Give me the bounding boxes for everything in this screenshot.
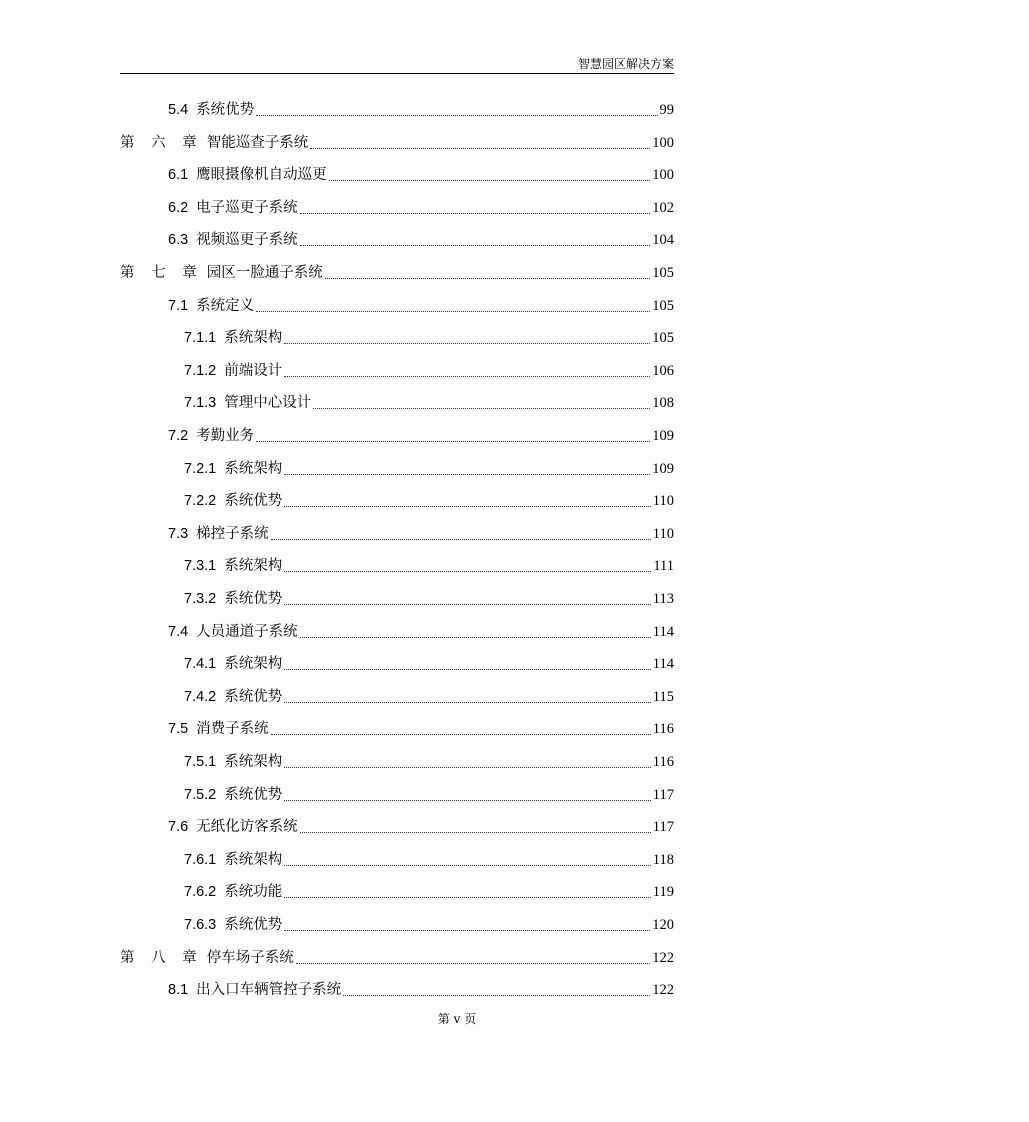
toc-entry-number: 6.3 (168, 232, 189, 249)
toc-section-entry[interactable] (168, 976, 674, 1000)
toc-section-entry[interactable] (168, 715, 674, 739)
toc-entry-page: 119 (652, 884, 674, 901)
toc-entry-title: 系统优势 (224, 493, 283, 510)
toc-entry-page: 100 (652, 167, 674, 184)
toc-section-entry[interactable] (168, 292, 674, 316)
toc-entry-title: 系统架构 (224, 558, 283, 575)
toc-entry-title: 系统架构 (224, 851, 283, 868)
toc-entry-page: 109 (652, 428, 674, 444)
toc-entry-number: 7.6 (168, 819, 189, 836)
toc-dot-leader (284, 376, 650, 377)
toc-entry-title: 人员通道子系统 (196, 623, 298, 640)
toc-entry-page: 122 (652, 982, 674, 999)
toc-entry-title: 园区一脸通子系统 (206, 265, 323, 281)
toc-entry-title: 考勤业务 (196, 428, 255, 444)
toc-section-entry[interactable] (184, 357, 674, 381)
toc-entry-number: 8.1 (168, 982, 189, 999)
toc-entry-number: 7.1 (168, 297, 189, 314)
toc-entry-title: 鹰眼摄像机自动巡更 (196, 167, 327, 184)
toc-dot-leader (329, 180, 651, 181)
toc-entry-page: 113 (652, 591, 674, 607)
toc-dot-leader (256, 441, 650, 442)
toc-section-entry[interactable] (168, 813, 674, 837)
toc-entry-page: 118 (652, 851, 674, 868)
toc-section-entry[interactable] (184, 911, 674, 935)
toc-section-entry[interactable] (184, 650, 674, 674)
toc-entry-page: 116 (652, 721, 674, 738)
toc-section-entry[interactable] (184, 585, 674, 609)
page-footer (0, 1010, 914, 1027)
toc-entry-number: 6.1 (168, 167, 189, 184)
toc-entry-title: 停车场子系统 (206, 949, 294, 966)
toc-section-entry[interactable] (184, 846, 674, 870)
toc-entry-number: 7.2.2 (184, 493, 217, 510)
toc-entry-number: 7.4.2 (184, 688, 217, 705)
toc-entry-number: 第 六 章 (120, 134, 203, 151)
toc-entry-number: 7.5.1 (184, 754, 217, 770)
toc-entry-page: 122 (652, 949, 674, 966)
toc-entry-number: 7.4 (168, 623, 189, 640)
toc-entry-title: 系统优势 (224, 786, 283, 803)
toc-entry-number: 5.4 (168, 102, 189, 118)
toc-dot-leader (284, 930, 650, 931)
toc-entry-number: 7.5.2 (184, 786, 217, 803)
toc-dot-leader (284, 767, 651, 768)
toc-section-entry[interactable] (184, 389, 674, 413)
toc-dot-leader (300, 832, 651, 833)
toc-dot-leader (284, 604, 651, 605)
toc-chapter-entry[interactable] (120, 129, 674, 153)
toc-entry-page: 115 (652, 688, 674, 705)
toc-section-entry[interactable] (184, 552, 674, 576)
toc-section-entry[interactable] (184, 324, 674, 348)
toc-chapter-entry[interactable] (120, 944, 674, 968)
toc-entry-page: 117 (652, 786, 674, 803)
toc-dot-leader (313, 408, 650, 409)
toc-entry-title: 管理中心设计 (224, 395, 312, 412)
toc-entry-number: 7.1.1 (184, 330, 217, 347)
header-title: 智慧园区解决方案 (577, 57, 674, 71)
toc-dot-leader (256, 311, 650, 312)
toc-entry-title: 系统定义 (196, 297, 255, 314)
toc-entry-page: 105 (652, 265, 674, 281)
toc-entry-number: 7.1.2 (184, 362, 217, 379)
page-header (120, 54, 674, 74)
toc-entry-page: 99 (659, 102, 674, 118)
toc-entry-title: 系统功能 (224, 884, 283, 901)
toc-entry-page: 117 (652, 819, 674, 836)
toc-entry-number: 7.3.2 (184, 591, 217, 607)
toc-entry-title: 系统架构 (224, 330, 283, 347)
toc-dot-leader (300, 213, 651, 214)
toc-dot-leader (284, 702, 651, 703)
toc-entry-title: 系统架构 (224, 460, 283, 477)
toc-dot-leader (284, 800, 651, 801)
toc-section-entry[interactable] (184, 748, 674, 772)
toc-dot-leader (271, 539, 651, 540)
toc-entry-page: 105 (652, 330, 674, 347)
toc-entry-title: 系统优势 (224, 688, 283, 705)
toc-entry-number: 第 七 章 (120, 265, 203, 281)
toc-section-entry[interactable] (184, 455, 674, 479)
toc-entry-number: 7.3 (168, 525, 189, 542)
toc-dot-leader (300, 637, 651, 638)
toc-entry-page: 100 (652, 134, 674, 151)
toc-entry-page: 105 (652, 297, 674, 314)
toc-dot-leader (343, 995, 650, 996)
toc-section-entry[interactable] (168, 520, 674, 544)
toc-section-entry[interactable] (168, 226, 674, 250)
toc-section-entry[interactable] (168, 161, 674, 185)
toc-section-entry[interactable] (168, 422, 674, 446)
toc-dot-leader (284, 571, 651, 572)
toc-dot-leader (300, 245, 651, 246)
toc-section-entry[interactable] (168, 194, 674, 218)
toc-entry-title: 系统优势 (224, 591, 283, 607)
toc-entry-title: 电子巡更子系统 (196, 199, 298, 216)
toc-entry-title: 视频巡更子系统 (196, 232, 298, 249)
toc-entry-title: 系统架构 (224, 754, 283, 770)
toc-chapter-entry[interactable] (120, 259, 674, 283)
toc-section-entry[interactable] (168, 96, 674, 120)
toc-entry-page: 102 (652, 199, 674, 216)
toc-entry-number: 6.2 (168, 199, 189, 216)
toc-section-entry[interactable] (184, 487, 674, 511)
toc-entry-title: 智能巡查子系统 (206, 134, 309, 151)
toc-entry-page: 116 (652, 754, 674, 770)
toc-entry-page: 111 (653, 558, 674, 575)
toc-section-entry[interactable] (168, 618, 674, 642)
toc-entry-title: 系统优势 (196, 102, 255, 118)
toc-dot-leader (284, 474, 650, 475)
toc-entry-number: 7.2 (168, 428, 189, 444)
toc-entry-page: 109 (652, 460, 674, 477)
toc-entry-number: 7.3.1 (184, 558, 217, 575)
toc-entry-number: 7.6.2 (184, 884, 217, 901)
toc-dot-leader (310, 148, 650, 149)
toc-entry-page: 114 (652, 656, 674, 673)
toc-entry-title: 梯控子系统 (196, 525, 269, 542)
toc-dot-leader (256, 115, 657, 116)
toc-dot-leader (271, 734, 651, 735)
toc-entry-title: 前端设计 (224, 362, 283, 379)
toc-dot-leader (284, 669, 651, 670)
toc-dot-leader (296, 963, 651, 964)
toc-dot-leader (284, 897, 651, 898)
toc-entry-title: 系统优势 (224, 917, 283, 933)
toc-entry-number: 7.6.3 (184, 917, 217, 933)
toc-entry-title: 消费子系统 (196, 721, 269, 738)
toc-section-entry[interactable] (184, 878, 674, 902)
page-number: 第 v 页 (437, 1012, 477, 1026)
toc-dot-leader (284, 506, 651, 507)
toc-entry-page: 110 (652, 493, 674, 510)
toc-entry-number: 7.4.1 (184, 656, 217, 673)
toc-entry-page: 108 (652, 395, 674, 412)
toc-entry-page: 106 (652, 362, 674, 379)
toc-section-entry[interactable] (184, 683, 674, 707)
toc-entry-number: 7.5 (168, 721, 189, 738)
toc-entry-title: 无纸化访客系统 (196, 819, 298, 836)
toc-entry-number: 7.6.1 (184, 851, 217, 868)
toc-entry-page: 114 (652, 623, 674, 640)
toc-entry-title: 系统架构 (224, 656, 283, 673)
toc-entry-number: 7.2.1 (184, 460, 217, 477)
toc-entry-title: 出入口车辆管控子系统 (196, 982, 342, 999)
toc-section-entry[interactable] (184, 781, 674, 805)
toc-entry-number: 7.1.3 (184, 395, 217, 412)
toc-entry-page: 104 (652, 232, 674, 249)
toc-entry-number: 第 八 章 (120, 949, 203, 966)
toc-dot-leader (325, 278, 651, 279)
toc-entry-page: 110 (652, 525, 674, 542)
toc-dot-leader (284, 343, 650, 344)
toc-dot-leader (284, 865, 651, 866)
toc-entry-page: 120 (652, 917, 674, 933)
